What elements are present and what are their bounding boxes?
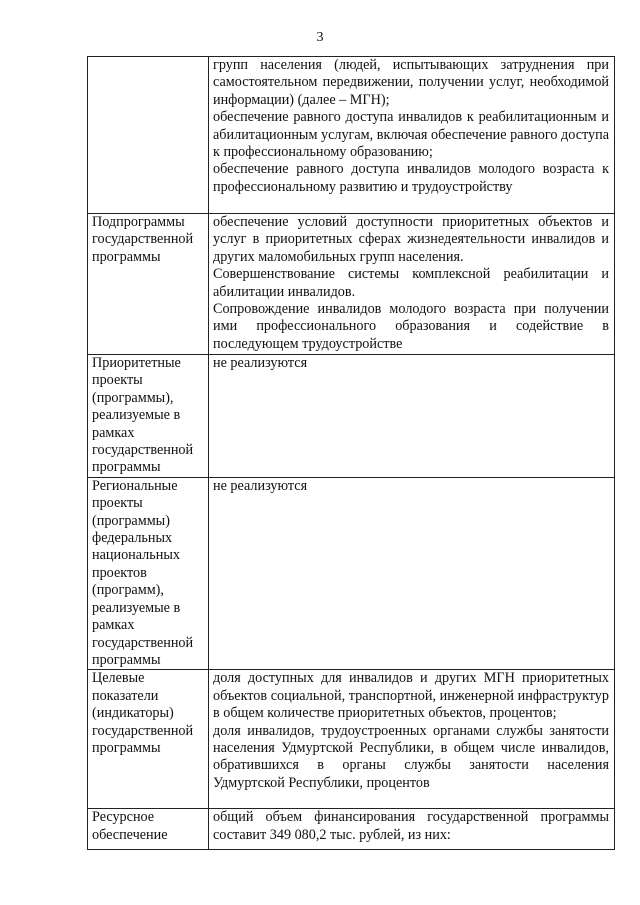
row-content [209, 809, 615, 850]
row-label: Целевые показатели (индикаторы) государственной программы [88, 670, 209, 809]
content-paragraph: обеспечение равного доступа инвалидов к реабилитационным и абилитационным услугам, включая обеспечение равного доступа к профессиональному образованию; [213, 109, 609, 161]
row-content [209, 477, 615, 669]
row-label: Ресурсное обеспечение [88, 809, 209, 850]
content-paragraph: обеспечение условий доступности приоритетных объектов и услуг в приоритетных сферах жизнедеятельности инвалидов и других маломобильных групп населения. [213, 214, 609, 265]
table-row [88, 670, 615, 809]
table-row [88, 809, 615, 850]
content-paragraph: общий объем финансирования государственной программы составит 349 080,2 тыс. рублей, из них: [213, 809, 609, 843]
content-paragraph: не реализуются [213, 477, 308, 494]
content-paragraph: Сопровождение инвалидов молодого возраста при получении ими профессионального образования и содействие в последующем трудоустройстве [213, 301, 609, 352]
row-content [209, 355, 615, 478]
content-paragraph: доля доступных для инвалидов и других МГН приоритетных объектов социальной, транспортной, инженерной инфраструктур в общем количестве приоритетных объектов, процентов; [213, 670, 609, 722]
table-row [88, 57, 615, 214]
page-number: 3 [316, 30, 324, 45]
row-label [88, 57, 209, 214]
table-row [88, 355, 615, 478]
table-row [88, 477, 615, 669]
row-content [209, 670, 615, 809]
content-paragraph: обеспечение равного доступа инвалидов молодого возраста к профессиональному развитию и трудоустройству [213, 161, 609, 195]
row-label: Приоритетные проекты (программы), реализуемые в рамках государственной программы [88, 355, 209, 478]
content-paragraph: доля инвалидов, трудоустроенных органами службы занятости населения Удмуртской Республики, в общем числе инвалидов, обратившихся в органы службы занятости населения Удмуртской Республики, процентов [213, 722, 609, 791]
row-content [209, 214, 615, 355]
row-label: Региональные проекты (программы) федеральных национальных проектов (программ), реализуемые в рамках государственной программы [88, 477, 209, 669]
row-content [209, 57, 615, 214]
content-paragraph: групп населения (людей, испытывающих затруднения при самостоятельном передвижении, получении услуг, необходимой информации) (далее – МГН); [213, 57, 609, 108]
row-label: Подпрограммы государственной программы [88, 214, 209, 355]
table-row [88, 214, 615, 355]
content-paragraph: Совершенствование системы комплексной реабилитации и абилитации инвалидов. [213, 266, 609, 300]
content-paragraph: не реализуются [213, 355, 308, 371]
program-passport-table [87, 56, 615, 850]
